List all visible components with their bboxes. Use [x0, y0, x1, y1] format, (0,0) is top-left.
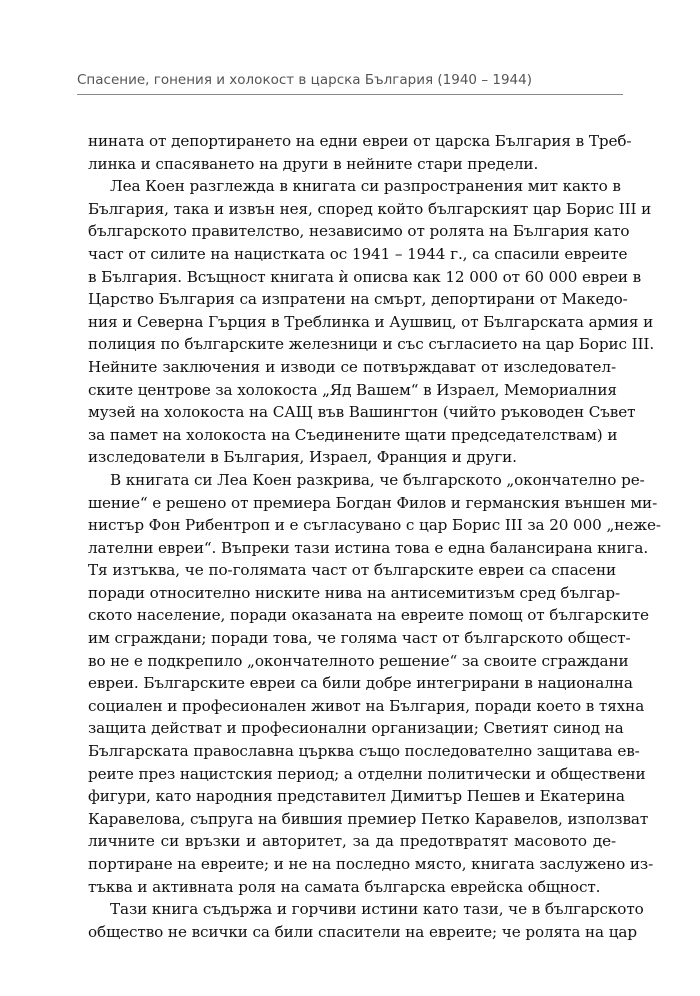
- text-line: ските центрове за холокоста „Яд Вашем“ в Израел, Мемориалния: [88, 380, 617, 399]
- text-line: Българската православна църква също последователно защитава ев-: [88, 742, 640, 761]
- text-line: личните си връзки и авторитет, за да предотвратят масовото де-: [88, 832, 616, 851]
- text-line: част от силите на нацистката ос 1941 – 1944 г., са спасили евреите: [88, 244, 628, 263]
- text-line: евреи. Българските евреи са били добре интегрирани в национална: [88, 674, 633, 693]
- text-line: Царство България са изпратени на смърт, депортирани от Македо-: [88, 290, 628, 309]
- text-line: Каравелова, съпруга на бившия премиер Петко Каравелов, използват: [88, 809, 649, 828]
- text-line: социален и професионален живот на България, поради което в тяхна: [88, 696, 645, 715]
- text-line: тъква и активната роля на самата българска еврейска общност.: [88, 877, 601, 896]
- text-line: лателни евреи“. Въпреки тази истина това е една балансирана книга.: [88, 538, 649, 557]
- text-line: България, така и извън нея, според който българският цар Борис III и: [88, 199, 652, 218]
- text-line: полиция по българските железници и със съгласието на цар Борис III.: [88, 335, 655, 354]
- body-text: [88, 130, 661, 943]
- text-line: защита действат и професионални организации; Светият синод на: [88, 719, 624, 738]
- text-line: Леа Коен разглежда в книгата си разпространения мит както в: [110, 177, 621, 196]
- text-line: Тази книга съдържа и горчиви истини като тази, че в българското: [110, 900, 644, 919]
- text-line: портиране на евреите; и не на последно място, книгата заслужено из-: [88, 855, 654, 873]
- text-line: ния и Северна Гърция в Треблинка и Аушвиц, от Българската армия и: [88, 312, 654, 331]
- text-line: в България. Всъщност книгата ѝ описва как 12 000 от 60 000 евреи в: [88, 267, 642, 286]
- text-line: българското правителство, независимо от ролята на България като: [88, 222, 630, 241]
- text-line: Тя изтъква, че по-голямата част от българските евреи са спасени: [88, 561, 616, 580]
- text-line: музей на холокоста на САЩ във Вашингтон (чийто ръководен Съвет: [88, 403, 636, 422]
- text-line: линка и спасяването на други в нейните стари предели.: [88, 154, 539, 173]
- text-line: шение“ е решено от премиера Богдан Филов и германския външен ми-: [88, 493, 658, 512]
- text-line: им сграждани; поради това, че голяма част от българското общест-: [88, 629, 631, 648]
- text-line: Нейните заключения и изводи се потвърждават от изследовател-: [88, 357, 616, 376]
- text-line: реите през нацистския период; а отделни политически и обществени: [88, 764, 646, 783]
- text-line: во не е подкрепило „окончателното решение“ за своите сграждани: [88, 651, 629, 670]
- running-head: Спасение, гонения и холокост в царска България (1940 – 1944): [77, 72, 623, 95]
- text-line: фигури, като народния представител Димитър Пешев и Екатерина: [88, 787, 625, 806]
- text-line: ското население, поради оказаната на евреите помощ от българските: [88, 606, 649, 625]
- text-line: за памет на холокоста на Съединените щати председателствам) и: [88, 425, 618, 444]
- text-line: В книгата си Леа Коен разкрива, че българското „окончателно ре-: [110, 470, 645, 489]
- text-line: поради относително ниските нива на антисемитизъм сред българ-: [88, 583, 621, 602]
- text-line: общество не всички са били спасители на евреите; че ролята на цар: [88, 922, 637, 941]
- text-line: нината от депортирането на едни евреи от царска България в Треб-: [88, 132, 632, 150]
- text-line: изследователи в България, Израел, Франция и други.: [88, 448, 517, 467]
- text-line: нистър Фон Рибентроп и е съгласувано с цар Борис III за 20 000 „неже-: [88, 516, 661, 535]
